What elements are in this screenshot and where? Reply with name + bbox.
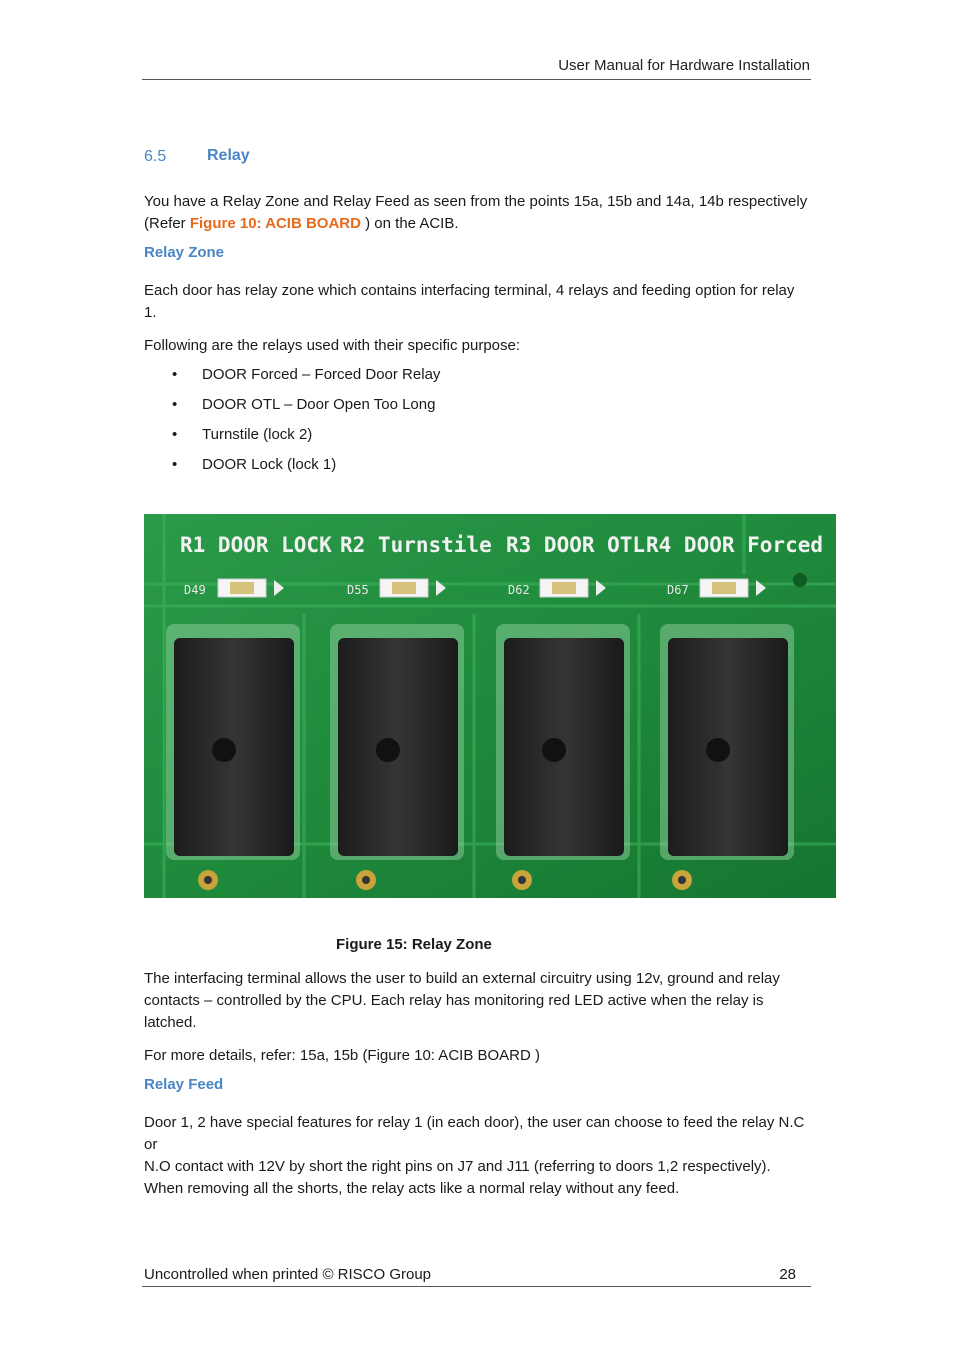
relay-1 (166, 624, 300, 860)
led-label-3: D62 (508, 583, 530, 597)
intro-prefix: (Refer (144, 215, 190, 232)
bullet-icon: • (172, 456, 178, 473)
relay-list (172, 364, 440, 484)
relay-zone-line-1: Each door has relay zone which contains interfacing terminal, 4 relays and feeding option for relay (144, 282, 795, 299)
relay-zone-line-2: 1. (144, 304, 157, 321)
relay-purpose-intro: Following are the relays used with their specific purpose: (144, 337, 521, 354)
intro-paragraph (144, 191, 814, 235)
relay-feed-line-2: N.O contact with 12V by short the right pins on J7 and J11 (referring to doors 1,2 respectively). (144, 1158, 771, 1175)
section-number: 6.5 (144, 148, 167, 165)
list-item (172, 424, 440, 454)
relay-feed-heading: Relay Feed (144, 1076, 224, 1093)
relay-3 (496, 624, 630, 860)
bullet-icon: • (172, 366, 178, 383)
led-label-2: D55 (347, 583, 369, 597)
figure-caption: Figure 15: Relay Zone (336, 936, 492, 953)
list-item-text: DOOR Lock (lock 1) (202, 456, 337, 473)
figure-10-link[interactable]: Figure 10: ACIB BOARD (189, 215, 361, 232)
led-label-1: D49 (184, 583, 206, 597)
list-item-text: DOOR Forced – Forced Door Relay (202, 366, 441, 383)
page-number: 28 (779, 1266, 796, 1283)
intro-line-1: You have a Relay Zone and Relay Feed as seen from the points 15a, 15b and 14a, 14b respectively (144, 193, 808, 210)
relay-board-photo (144, 514, 836, 898)
interfacing-line-3: latched. (144, 1014, 197, 1031)
relay-4 (660, 624, 794, 860)
interfacing-paragraph (144, 968, 814, 1034)
list-item-text: Turnstile (lock 2) (202, 426, 313, 443)
relay-2 (330, 624, 464, 860)
relay-zone-heading: Relay Zone (144, 244, 225, 261)
silk-label-r3: R3 DOOR OTL (506, 533, 646, 557)
relay-feed-line-1: Door 1, 2 have special features for relay 1 (in each door), the user can choose to feed the relay N.C or (144, 1114, 805, 1153)
silk-label-r1: R1 DOOR LOCK (180, 533, 332, 557)
header-rule (142, 79, 811, 80)
relay-zone-paragraph (144, 280, 814, 324)
silk-label-r2: R2 Turnstile (340, 533, 492, 557)
bullet-icon: • (172, 396, 178, 413)
led-label-4: D67 (667, 583, 689, 597)
silk-label-r4: R4 DOOR Forced (646, 533, 824, 557)
intro-suffix: ) on the ACIB. (360, 215, 459, 232)
footer-rule (142, 1286, 811, 1287)
section-title: Relay (207, 147, 250, 164)
more-details: For more details, refer: 15a, 15b (Figure 10: ACIB BOARD ) (144, 1047, 540, 1064)
relay-feed-line-3: When removing all the shorts, the relay acts like a normal relay without any feed. (144, 1180, 680, 1197)
running-header: User Manual for Hardware Installation (558, 57, 810, 74)
interfacing-line-2: contacts – controlled by the CPU. Each relay has monitoring red LED active when the relay is (144, 992, 764, 1009)
relay-feed-paragraph (144, 1112, 814, 1200)
footer-text: Uncontrolled when printed © RISCO Group (144, 1266, 432, 1283)
list-item (172, 394, 440, 424)
list-item-text: DOOR OTL – Door Open Too Long (202, 396, 436, 413)
list-item (172, 364, 440, 394)
list-item (172, 454, 440, 484)
intro-line-2 (144, 213, 814, 235)
bullet-icon: • (172, 426, 178, 443)
interfacing-line-1: The interfacing terminal allows the user to build an external circuitry using 12v, ground and relay (144, 970, 780, 987)
